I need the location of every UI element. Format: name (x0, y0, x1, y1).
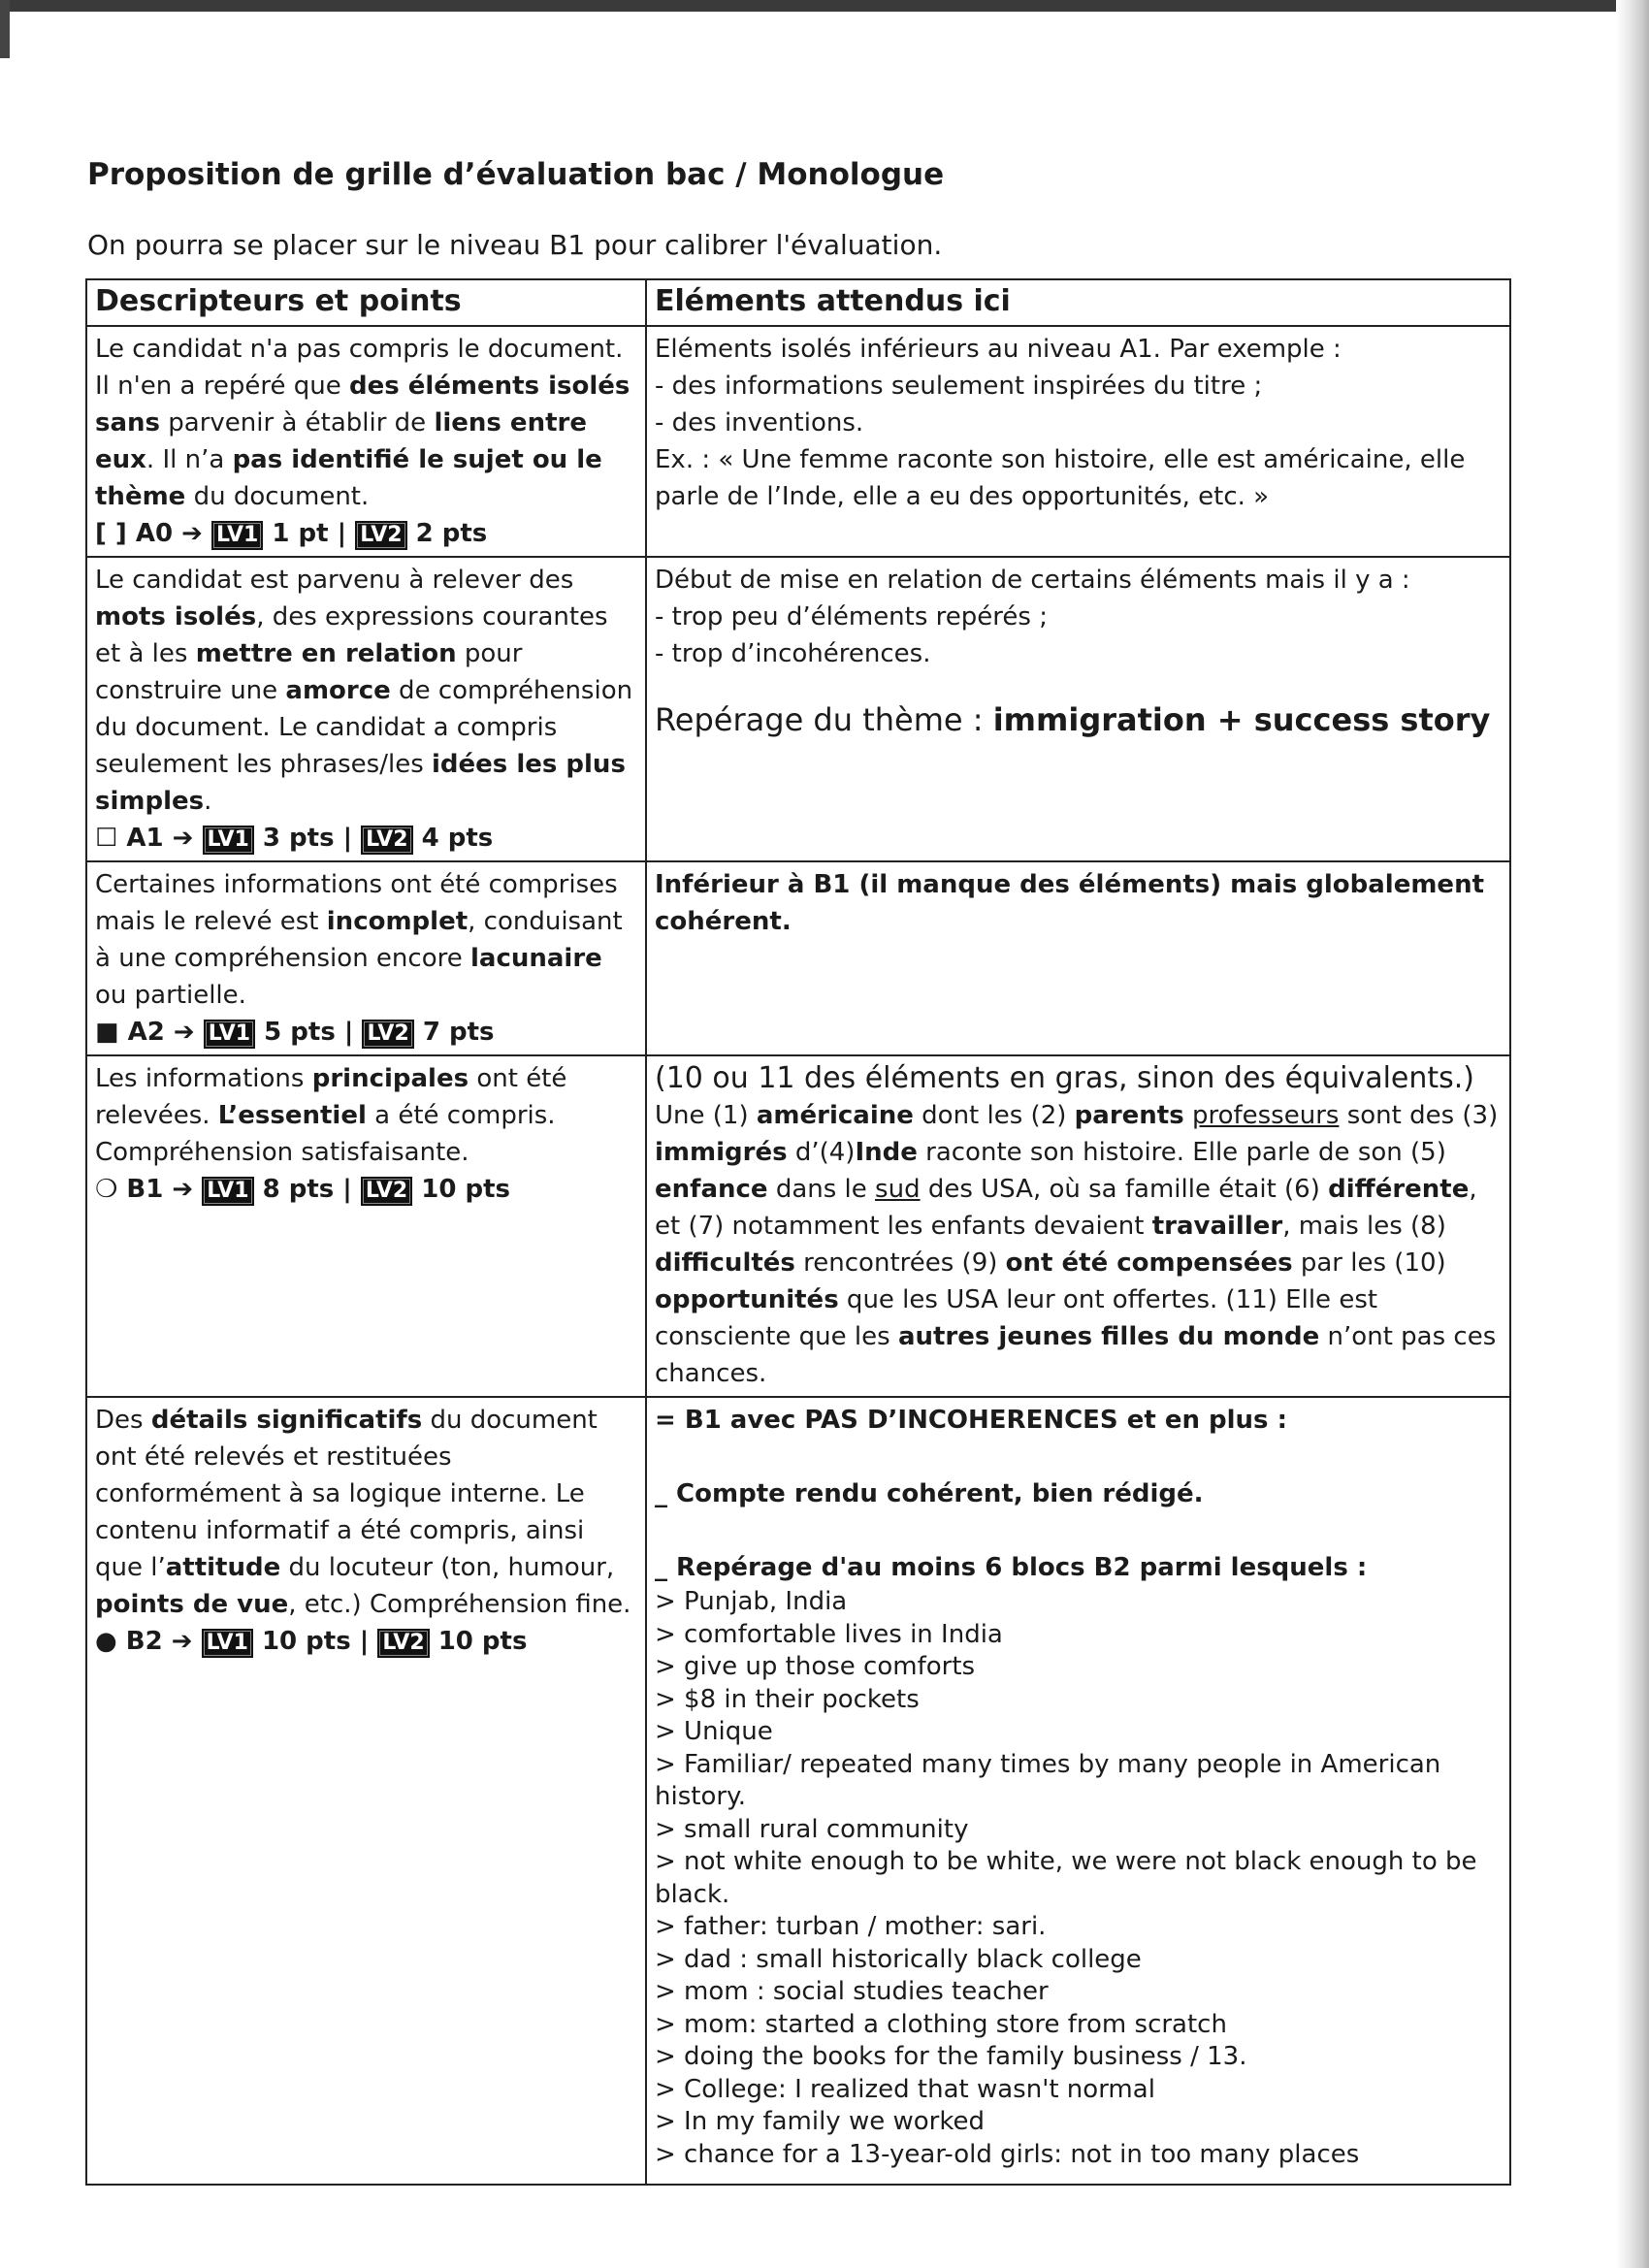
header-elements: Eléments attendus ici (646, 279, 1510, 326)
descriptor-cell: Le candidat est parvenu à relever des mots isolés, des expressions courantes et à les mettre en relation pour construire une amorce de compréhension du document. Le candidat a compris seulement les phrases/les idées les plus simples. ☐ A1 ➔ LV1 3 pts | LV2 4 pts (86, 557, 646, 861)
grid-row-a0 (86, 326, 1510, 557)
b2-item: > dad : small historically black college (655, 1944, 1142, 1974)
b2-item: > small rural community (655, 1814, 969, 1844)
grid-row-a1 (86, 557, 1510, 861)
b2-item: > give up those comforts (655, 1652, 976, 1681)
header-descripteurs: Descripteurs et points (86, 279, 646, 326)
b2-item: > Unique (655, 1717, 773, 1746)
score-checkbox: [ ] (95, 519, 127, 548)
b2-item: > mom: started a clothing store from scratch (655, 2009, 1227, 2039)
b2-item: > In my family we worked (655, 2107, 985, 2136)
expected-cell (646, 326, 1510, 557)
score-line (95, 1014, 639, 1051)
level-label: A2 ➔ (127, 1018, 195, 1047)
lv1-badge: LV1 (203, 826, 254, 855)
lv2-points: 7 pts (422, 1018, 495, 1047)
grid-row-a2 (86, 861, 1510, 1055)
expected-line: Début de mise en relation de certains éléments mais il y a : (655, 566, 1410, 595)
descriptor-cell: Certaines informations ont été comprises mais le relevé est incomplet, conduisant à une compréhension encore lacunaire ou partielle. ■ A2 ➔ LV1 5 pts | LV2 7 pts (86, 861, 646, 1055)
lv1-badge: LV1 (204, 1020, 255, 1049)
b2-item: > Familiar/ repeated many times by many people in American history. (655, 1749, 1441, 1811)
b2-item: > doing the books for the family business / 13. (655, 2042, 1247, 2071)
evaluation-grid (85, 278, 1511, 2186)
expected-line: - des inventions. (655, 408, 864, 437)
lv1-points: 5 pts | (264, 1018, 354, 1047)
document-title: Proposition de grille d’évaluation bac / Monologue (87, 157, 945, 192)
score-line (95, 1623, 639, 1660)
lv2-points: 4 pts (421, 824, 494, 853)
score-checkbox: ■ (95, 1018, 119, 1047)
lv2-badge: LV2 (377, 1629, 429, 1658)
scan-border-top (0, 0, 1649, 12)
level-label: A1 ➔ (126, 824, 194, 853)
lv1-badge: LV1 (211, 521, 263, 550)
lv1-badge: LV1 (202, 1177, 253, 1206)
lv2-points: 10 pts (437, 1627, 528, 1656)
grid-row-b2 (86, 1397, 1510, 2185)
lv1-points: 3 pts | (262, 824, 353, 853)
score-checkbox: ☐ (95, 824, 118, 853)
expected-line: Eléments isolés inférieurs au niveau A1. Par exemple : (655, 335, 1342, 364)
document-subtitle: On pourra se placer sur le niveau B1 pour calibrer l'évaluation. (87, 229, 943, 261)
level-label: B2 ➔ (125, 1627, 193, 1656)
descriptor-cell: Les informations principales ont été relevées. L’essentiel a été compris. Compréhension satisfaisante. ❍ B1 ➔ LV1 8 pts | LV2 10 pts (86, 1055, 646, 1397)
score-line (95, 820, 639, 857)
score-line (95, 515, 639, 552)
score-checkbox: ● (95, 1627, 117, 1656)
grid-row-b1 (86, 1055, 1510, 1397)
b2-item: > Punjab, India (655, 1587, 848, 1616)
b2-item: > College: I realized that wasn't normal (655, 2074, 1155, 2104)
b2-items-list (655, 1586, 1504, 2171)
descriptor-cell: Le candidat n'a pas compris le document. Il n'en a repéré que des éléments isolés sans parvenir à établir de liens entre eux. Il n’a pas identifié le sujet ou le thème du document. [ ] A0 ➔ LV1 1 pt | LV2 2 pts (86, 326, 646, 557)
score-checkbox: ❍ (95, 1175, 118, 1204)
expected-heading: _ Repérage d'au moins 6 blocs B2 parmi lesquels : (655, 1553, 1368, 1582)
lv2-badge: LV2 (362, 1020, 413, 1049)
expected-heading: _ Compte rendu cohérent, bien rédigé. (655, 1479, 1204, 1508)
scan-shadow-right (1616, 0, 1649, 2268)
b2-item: > mom : social studies teacher (655, 1977, 1049, 2006)
expected-cell (646, 1397, 1510, 2185)
theme-line: Repérage du thème : immigration + success story (655, 701, 1491, 738)
header-row (86, 279, 1510, 326)
lv1-badge: LV1 (202, 1629, 253, 1658)
expected-cell (646, 861, 1510, 1055)
b2-item: > father: turban / mother: sari. (655, 1912, 1047, 1941)
b2-item: > chance for a 13-year-old girls: not in too many places (655, 2139, 1360, 2169)
descriptor-cell: Des détails significatifs du document ont été relevés et restituées conformément à sa logique interne. Le contenu informatif a été compris, ainsi que l’attitude du locuteur (ton, humour, points de vue, etc.) Compréhension fine. ● B2 ➔ LV1 10 pts | LV2 10 pts (86, 1397, 646, 2185)
expected-line: Inférieur à B1 (il manque des éléments) mais globalement cohérent. (655, 870, 1485, 936)
b2-item: > not white enough to be white, we were not black enough to be black. (655, 1847, 1477, 1909)
lv1-points: 8 pts | (262, 1175, 352, 1204)
expected-intro: (10 ou 11 des éléments en gras, sinon des équivalents.) (655, 1061, 1475, 1095)
expected-line: - trop peu d’éléments repérés ; (655, 602, 1048, 632)
score-line (95, 1171, 639, 1208)
expected-paragraph: Une (1) américaine dont les (2) parents professeurs sont des (3) immigrés d’(4)Inde raconte son histoire. Elle parle de son (5) enfance dans le sud des USA, où sa famille était (6) différente, et (7) notamment les enfants devaient travailler, mais les (8) difficultés rencontrées (9) ont été compensées par les (10) opportunités que les USA leur ont offertes. (11) Elle est consciente que les autres jeunes filles du monde n’ont pas ces chances. (655, 1101, 1499, 1388)
lv2-points: 2 pts (415, 519, 488, 548)
lv2-badge: LV2 (361, 1177, 412, 1206)
b2-item: > $8 in their pockets (655, 1684, 920, 1714)
b2-item: > comfortable lives in India (655, 1619, 1003, 1649)
expected-cell (646, 557, 1510, 861)
expected-line: Ex. : « Une femme raconte son histoire, elle est américaine, elle parle de l’Inde, elle a eu des opportunités, etc. » (655, 445, 1466, 511)
lv1-points: 1 pt | (272, 519, 347, 548)
lv2-badge: LV2 (361, 826, 412, 855)
expected-line: - trop d’incohérences. (655, 639, 931, 668)
level-label: A0 ➔ (135, 519, 203, 548)
level-label: B1 ➔ (126, 1175, 194, 1204)
expected-cell (646, 1055, 1510, 1397)
lv2-badge: LV2 (355, 521, 406, 550)
expected-line: - des informations seulement inspirées du titre ; (655, 372, 1263, 401)
lv2-points: 10 pts (421, 1175, 510, 1204)
lv1-points: 10 pts | (261, 1627, 370, 1656)
expected-heading: = B1 avec PAS D’INCOHERENCES et en plus : (655, 1406, 1287, 1435)
scan-border-left (0, 0, 10, 58)
